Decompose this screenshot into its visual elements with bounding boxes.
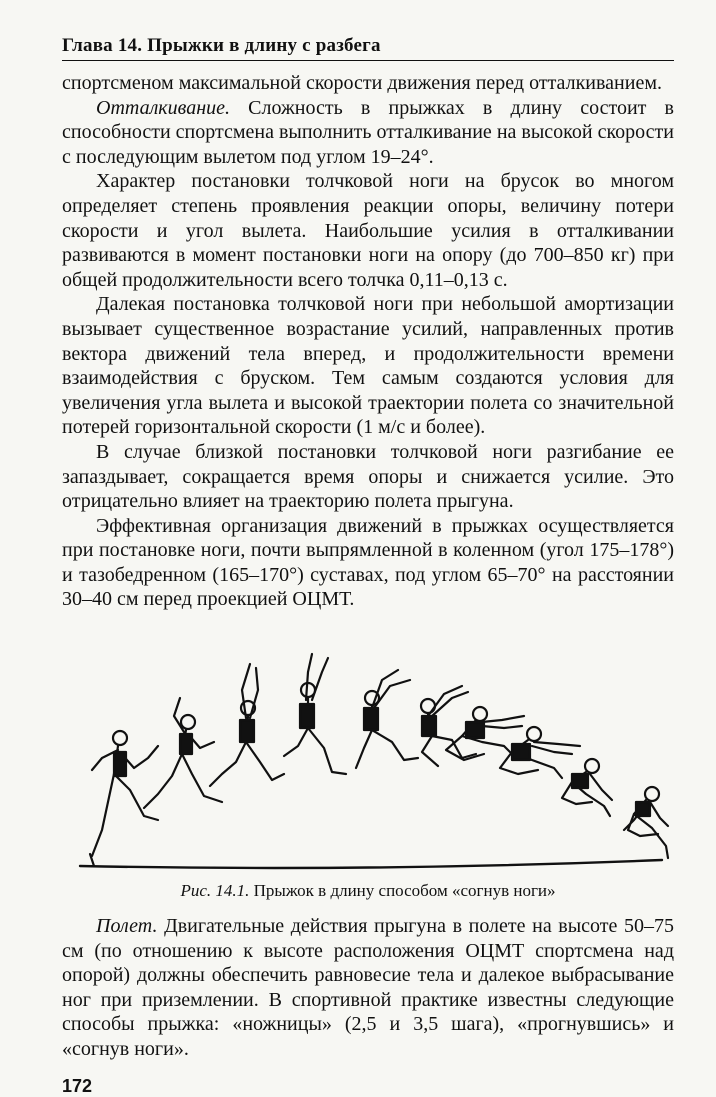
athlete-figure-3 bbox=[210, 664, 284, 786]
figure-caption-text: Прыжок в длину способом «согнув ноги» bbox=[249, 881, 556, 900]
athlete-figure-8 bbox=[500, 727, 580, 778]
jump-sequence-drawing bbox=[72, 650, 672, 880]
athlete-figure-4 bbox=[284, 654, 346, 774]
paragraph: В случае близкой постановки толчковой ноги разгибание ее запаздывает, сокращается время опоры и снижается усилие. Это отрицательно влияет на траекторию полета прыгуна. bbox=[62, 440, 674, 513]
paragraph-takeoff: Отталкивание. Сложность в прыжках в длину состоит в способности спортсмена выполнить отталкивание на высокой скорости с последующим вылетом под углом 19–24°. bbox=[62, 96, 674, 168]
athlete-figure-5 bbox=[356, 670, 418, 768]
body-text bbox=[62, 71, 674, 612]
body-text-continued bbox=[62, 914, 674, 1062]
term-flight: Полет. bbox=[96, 915, 158, 937]
paragraph-continued: спортсменом максимальной скорости движения перед отталкиванием. bbox=[62, 72, 662, 94]
book-page bbox=[62, 34, 674, 1096]
ground-line bbox=[80, 860, 662, 868]
paragraph: Характер постановки толчковой ноги на брусок во многом определяет степень проявления реакции опоры, величину потери скорости и угол вылета. Наибольшие усилия в отталкивании развиваются в момент постановки ноги на опору (до 700–850 кг) при общей продолжительности всего толчка 0,11–0,13 с. bbox=[62, 170, 674, 291]
page-number: 172 bbox=[62, 1076, 93, 1096]
paragraph-flight: Полет. Двигательные действия прыгуна в полете на высоте 50–75 см (по отношению к высоте расположения ОЦМТ спортсмена над опорой) должны обеспечить равновесие тела и далекое выбрасывание ног при приземлении. В спортивной практике известны следующие способы прыжка: «ножницы» (2,5 и 3,5 шага), «прогнувшись» и «согнув ноги». bbox=[62, 915, 674, 1060]
chapter-header: Глава 14. Прыжки в длину с разбега bbox=[62, 34, 674, 61]
figure-number: Рис. 14.1. bbox=[180, 881, 250, 900]
paragraph: Далекая постановка толчковой ноги при небольшой амортизации вызывает существенное возрастание усилий, направленных против вектора движений тела вперед, и продолжительности времени взаимодействия с бруском. Тем самым создаются условия для увеличения угла вылета и высокой траектории полета со значительной потерей горизонтальной скорости (1 м/с и более). bbox=[62, 293, 674, 439]
athlete-figure-1 bbox=[92, 731, 158, 856]
athlete-figure-2 bbox=[144, 698, 222, 808]
athlete-figure-10 bbox=[624, 787, 668, 858]
figure-caption bbox=[62, 880, 674, 902]
long-jump-illustration bbox=[72, 650, 672, 880]
paragraph: Эффективная организация движений в прыжках осуществляется при постановке ноги, почти выпрямленной в коленном (угол 175–178°) и тазобедренном (165–170°) суставах, под углом 65–70° на расстоянии 30–40 см перед проекцией ОЦМТ. bbox=[62, 514, 674, 611]
term-takeoff: Отталкивание. bbox=[96, 96, 230, 119]
athlete-figure-9 bbox=[562, 759, 612, 816]
